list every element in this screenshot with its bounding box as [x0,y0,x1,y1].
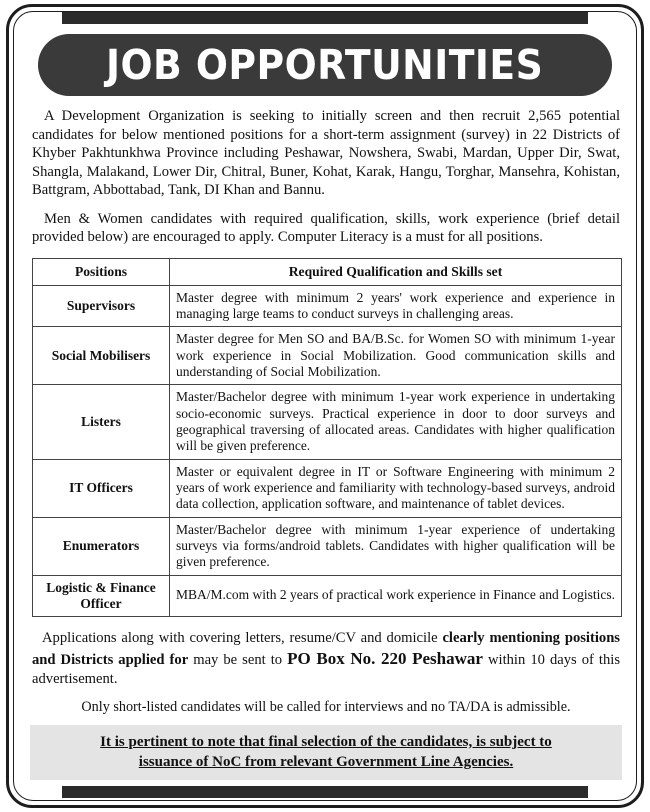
noc-notice [30,725,622,780]
bottom-accent-bar [62,786,588,798]
column-header-positions: Positions [33,258,170,285]
position-requirement: Master/Bachelor degree with minimum 1-year experience of undertaking surveys via forms/android tablets. Candidates with higher qualification will be given preference. [170,517,622,575]
position-requirement: MBA/M.com with 2 years of practical work experience in Finance and Logistics. [170,575,622,616]
position-requirement: Master or equivalent degree in IT or Software Engineering with minimum 2 years of work experience and familiarity with technology-based surveys, android data collection, application software, and maintenance of tablet devices. [170,459,622,517]
table-row [33,575,622,616]
apply-emphasis: clearly mentioning positions and Districts applied for [32,629,620,668]
position-name: Listers [33,385,170,459]
position-name: IT Officers [33,459,170,517]
table-row [33,459,622,517]
column-header-requirements: Required Qualification and Skills set [170,258,622,285]
advertisement-content [22,24,628,780]
table-row [33,285,622,327]
apply-text-part2: may be sent to [188,651,288,668]
table-row [33,385,622,459]
table-row [33,517,622,575]
intro-paragraph-2: Men & Women candidates with required qualification, skills, work experience (brief detail provided below) are encouraged to apply. Computer Literacy is a must for all positions. [32,210,620,246]
application-instructions [32,629,620,689]
apply-text-part3: within 10 days of this advertisement. [32,651,620,687]
table-row [33,327,622,385]
positions-table [32,258,622,617]
intro-paragraph-1: A Development Organization is seeking to initially screen and then recruit 2,565 potential candidates for below mentioned positions for a short-term assignment (survey) in 22 Districts of Khyber Pakhtunkhwa Province including Peshawar, Nowshera, Swabi, Mardan, Upper Dir, Swat, Shangla, Malakand, Lower Dir, Chitral, Buner, Kohat, Karak, Hangu, Torghar, Mansehra, Kohistan, Battgram, Abbottabad, Tank, DI Khan and Bannu. [32,108,620,199]
table-header-row [33,258,622,285]
apply-text-part1: Applications along with covering letters, resume/CV and domicile [42,629,443,646]
title-banner [38,34,612,96]
position-requirement: Master degree with minimum 2 years' work experience and experience in managing large teams to conduct surveys in challenging areas. [170,285,622,327]
page-title: JOB OPPORTUNITIES [106,40,544,89]
position-requirement: Master/Bachelor degree with minimum 1-year work experience in undertaking socio-economic surveys. Practical experience in door to door surveys and geographical traversing of allocated areas. Candidates with higher qualification will be given preference. [170,385,622,459]
position-requirement: Master degree for Men SO and BA/B.Sc. for Women SO with minimum 1-year work experience in Social Mobilization. Good communication skills and understanding of Social Mobilization. [170,327,622,385]
po-box-address: PO Box No. 220 Peshawar [287,648,483,668]
position-name: Logistic & Finance Officer [33,575,170,616]
noc-notice-line-1: It is pertinent to note that final selection of the candidates, is subject to [100,733,552,750]
shortlist-note: Only short-listed candidates will be called for interviews and no TA/DA is admissible. [81,698,571,715]
noc-notice-line-2: issuance of NoC from relevant Government Line Agencies. [138,753,514,770]
top-accent-bar [62,12,588,24]
position-name: Social Mobilisers [33,327,170,385]
position-name: Enumerators [33,517,170,575]
position-name: Supervisors [33,285,170,327]
